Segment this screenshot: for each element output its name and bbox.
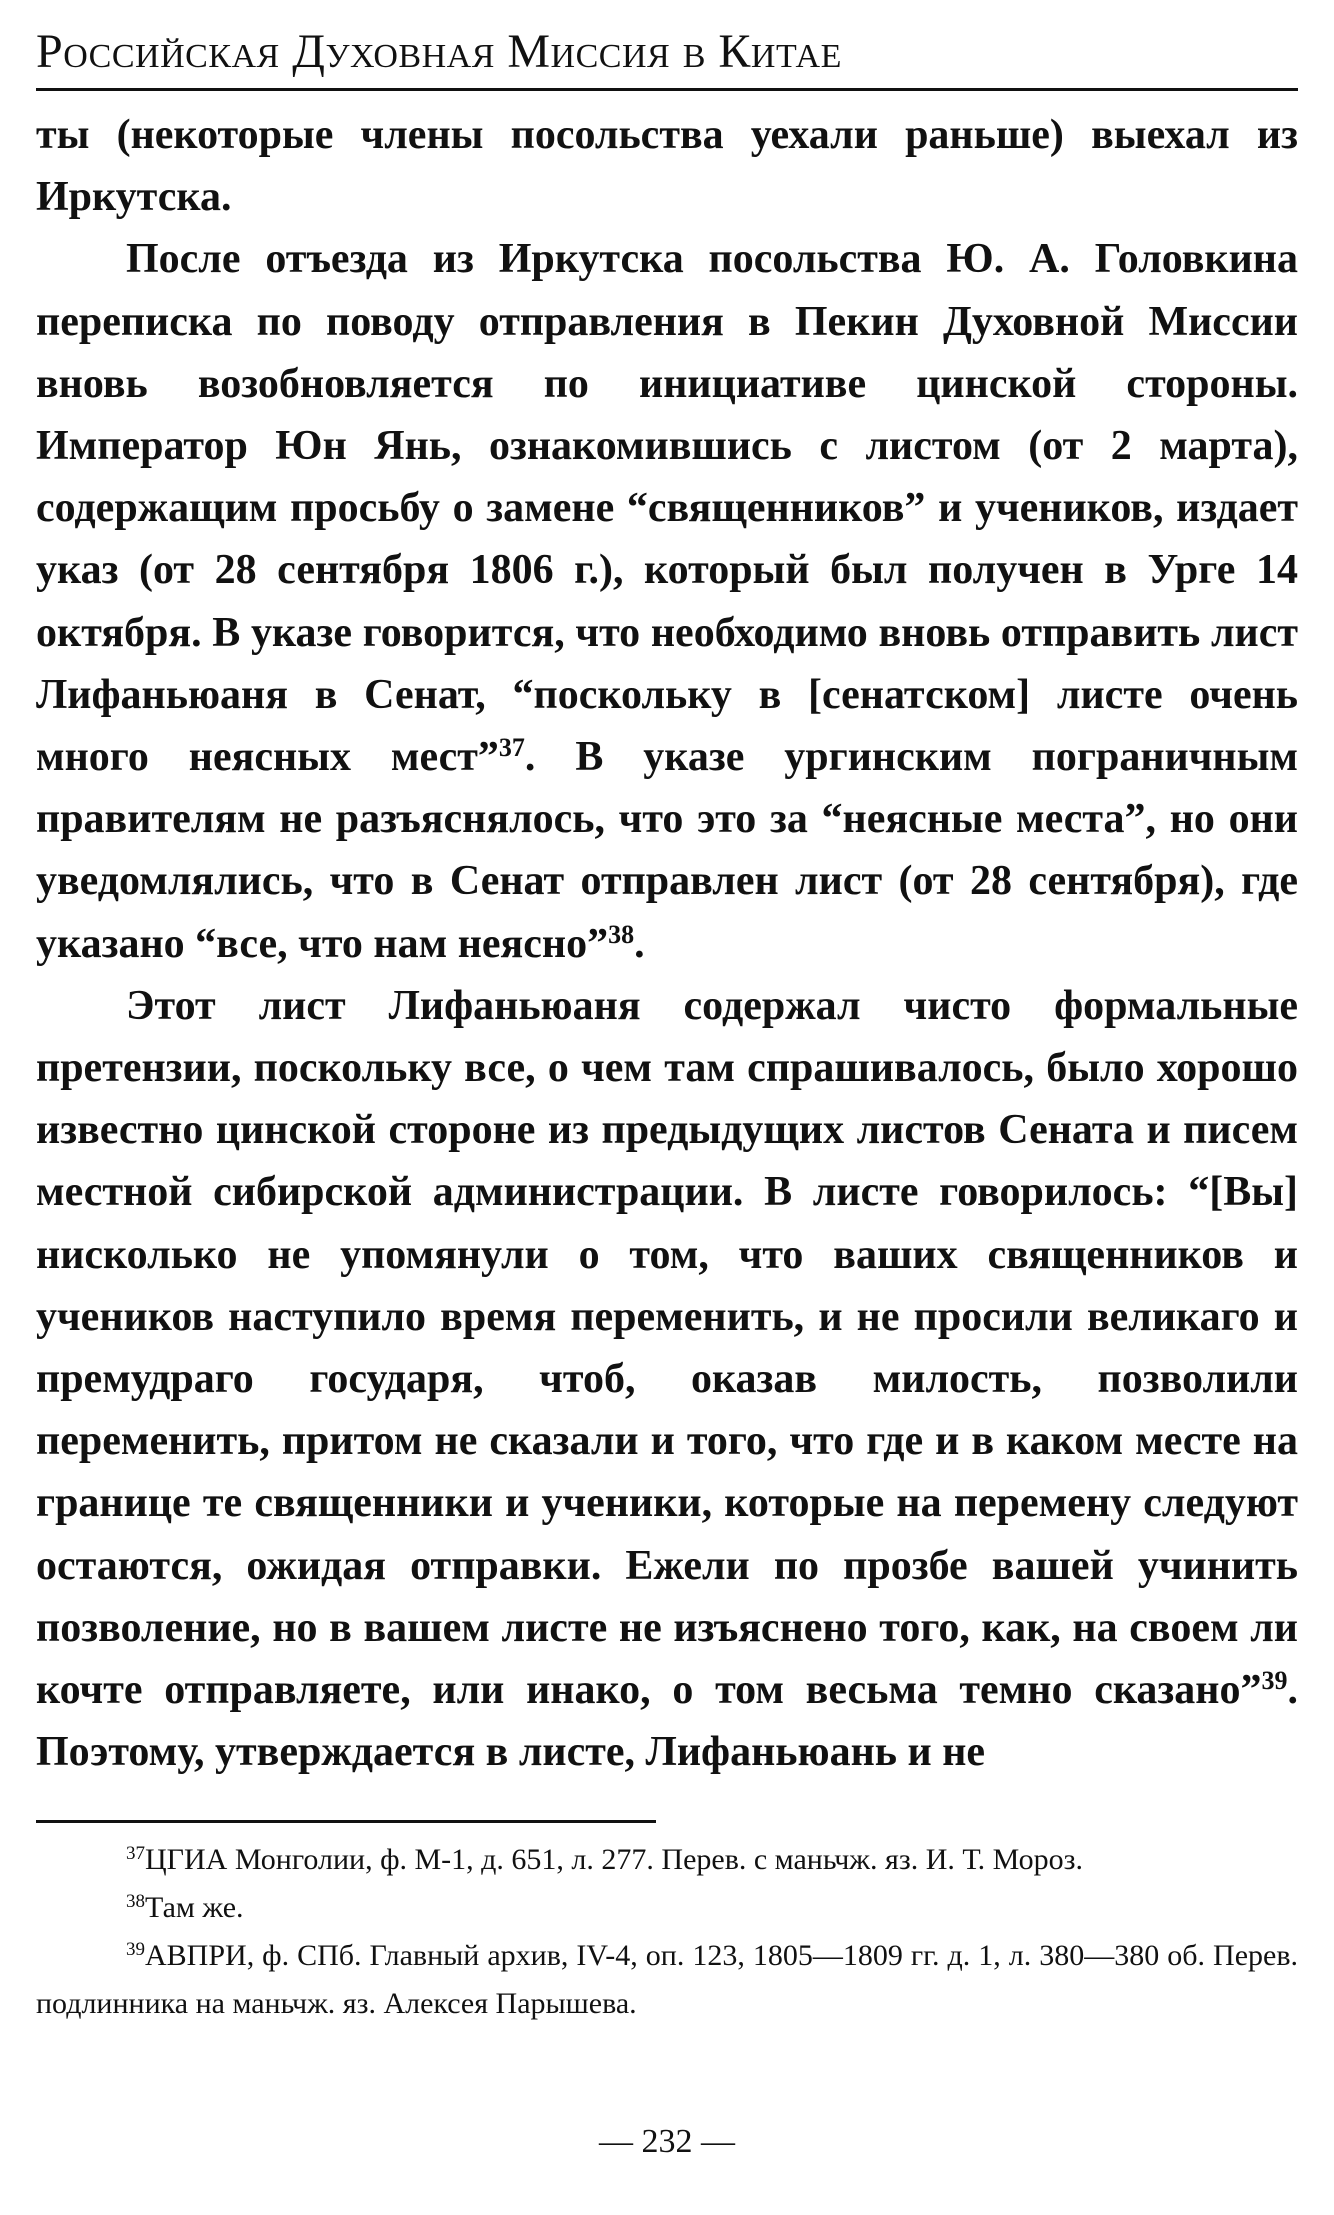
footnote-ref-37[interactable]: 37 bbox=[498, 733, 525, 763]
paragraph-text: ты (некоторые члены посольства уехали раньше) выехал из Иркутска. bbox=[36, 112, 1298, 221]
paragraph-text: . В указе ургинским пограничным правителям не разъяснялось, что это за “неясные места”, но они уведомлялись, что в Сенат отправлен лист (от 28 сентября), где указано “все, что нам неясно” bbox=[36, 734, 1298, 967]
footnote-rule bbox=[36, 1820, 656, 1823]
paragraph-text: . bbox=[634, 920, 645, 967]
paragraph-text: . Поэтому, утверждается в листе, Лифаньюань и не bbox=[36, 1667, 1298, 1776]
footnote-text: АВПРИ, ф. СПб. Главный архив, IV-4, оп. 123, 1805—1809 гг. д. 1, л. 380—380 об. Перев. подлинника на маньчж. яз. Алексея Парышева. bbox=[36, 1939, 1298, 2020]
footnote-ref-39[interactable]: 39 bbox=[1261, 1666, 1288, 1696]
header-rule bbox=[36, 88, 1298, 91]
footnote-number: 37 bbox=[126, 1843, 145, 1864]
footnote-number: 39 bbox=[126, 1939, 145, 1960]
footnote-38 bbox=[36, 1884, 1298, 1932]
footnote-37 bbox=[36, 1836, 1298, 1884]
footnote-text: Там же. bbox=[145, 1891, 244, 1924]
paragraph-2 bbox=[36, 228, 1298, 974]
footnote-number: 38 bbox=[126, 1891, 145, 1912]
footnotes bbox=[36, 1836, 1298, 2028]
running-head: Российская Духовная Миссия в Китае bbox=[36, 25, 842, 78]
body-text bbox=[36, 104, 1298, 1783]
footnote-ref-38[interactable]: 38 bbox=[608, 919, 635, 949]
footnote-39 bbox=[36, 1932, 1298, 2028]
footnote-text: ЦГИА Монголии, ф. М-1, д. 651, л. 277. Перев. с маньчж. яз. И. Т. Мороз. bbox=[145, 1843, 1083, 1876]
page-number: — 232 — bbox=[599, 2123, 735, 2160]
paragraph-3 bbox=[36, 975, 1298, 1784]
paragraph-text: После отъезда из Иркутска посольства Ю. А. Головкина переписка по поводу отправления в Пекин Духовной Миссии вновь возобновляется по инициативе цинской стороны. Император Юн Янь, ознакомившись с листом (от 2 марта), содержащим просьбу о замене “священников” и учеников, издает указ (от 28 сентября 1806 г.), который был получен в Урге 14 октября. В указе говорится, что необходимо вновь отправить лист Лифаньюаня в Сенат, “поскольку в [сенатском] листе очень много неясных мест” bbox=[36, 236, 1298, 781]
paragraph-text: Этот лист Лифаньюаня содержал чисто формальные претензии, поскольку все, о чем там спрашивалось, было хорошо известно цинской стороне из предыдущих листов Сената и писем местной сибирской администрации. В листе говорилось: “[Вы] нисколько не упомянули о том, что ваших священников и учеников наступило время переменить, и не просили великаго и премудраго государя, чтоб, оказав милость, позволили переменить, притом не сказали и того, что где и в каком месте на границе те священники и ученики, которые на перемену следуют остаются, ожидая отправки. Ежели по прозбе вашей учинить позволение, но в вашем листе не изъяснено того, как, на своем ли кочте отправляете, или инако, о том весьма темно сказано” bbox=[36, 982, 1298, 1714]
paragraph-1 bbox=[36, 104, 1298, 228]
book-page bbox=[36, 0, 1298, 2215]
